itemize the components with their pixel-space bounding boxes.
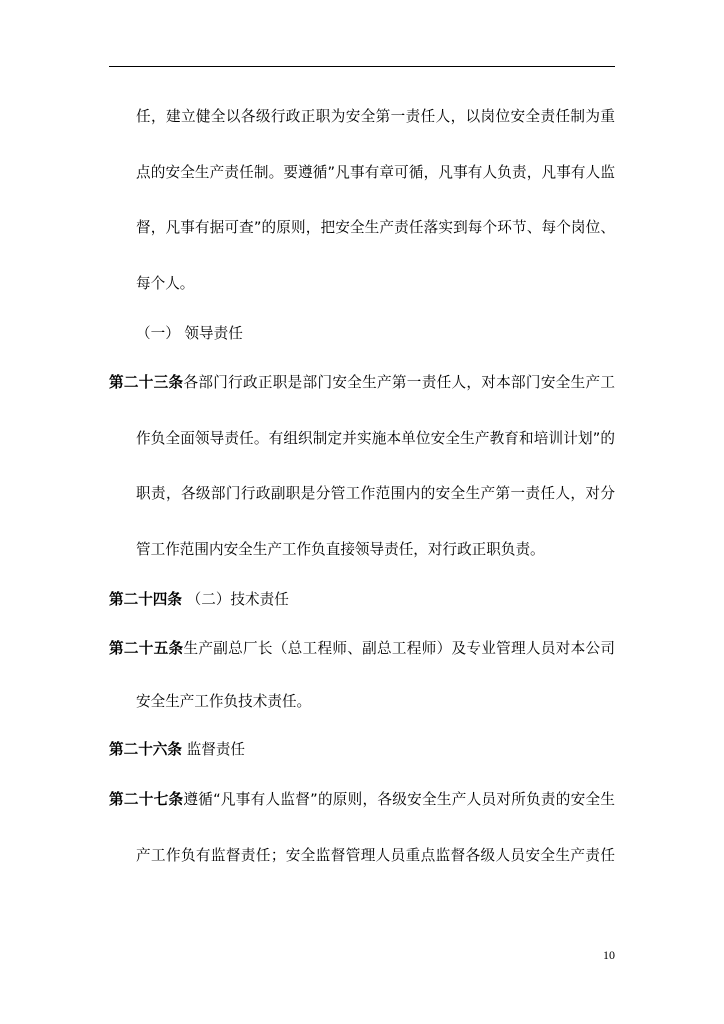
paragraph-line: 作负全面领导责任。有组织制定并实施本单位安全生产教育和培训计划”的 — [136, 430, 615, 447]
article-27-line — [109, 789, 615, 811]
paragraph-line: 任，建立健全以各级行政正职为安全第一责任人，以岗位安全责任制为重 — [136, 108, 615, 125]
paragraph-line: 督，凡事有据可查”的原则，把安全生产责任落实到每个环节、每个岗位、 — [136, 219, 615, 236]
article-23-number: 第二十三条 — [109, 374, 184, 391]
article-27-text: 遵循“凡事有人监督”的原则，各级安全生产人员对所负责的安全生 — [183, 791, 615, 808]
paragraph-line: 管工作范围内安全生产工作负直接领导责任，对行政正职负责。 — [136, 541, 545, 558]
article-26-number: 第二十六条 — [109, 741, 182, 758]
article-24-number: 第二十四条 — [109, 591, 182, 608]
paragraph-line: 职责，各级部门行政副职是分管工作范围内的安全生产第一责任人，对分 — [136, 485, 615, 502]
article-25-line — [109, 638, 615, 660]
header-rule — [109, 66, 615, 67]
article-24-line — [109, 589, 289, 611]
paragraph-line: 每个人。 — [136, 275, 195, 292]
article-26-text: 监督责任 — [186, 741, 246, 758]
page-number: 10 — [603, 948, 615, 962]
article-25-number: 第二十五条 — [109, 640, 184, 657]
article-23-text: 各部门行政正职是部门安全生产第一责任人，对本部门安全生产工 — [183, 374, 615, 391]
article-26-line — [109, 739, 245, 761]
paragraph-line: 产工作负有监督责任；安全监督管理人员重点监督各级人员安全生产责任 — [136, 847, 615, 864]
article-27-number: 第二十七条 — [109, 791, 184, 808]
paragraph-line: 安全生产工作负技术责任。 — [136, 693, 312, 710]
article-24-text: （二）技术责任 — [186, 591, 289, 608]
article-25-text: 生产副总厂长（总工程师、副总工程师）及专业管理人员对本公司 — [183, 640, 615, 657]
paragraph-line: 点的安全生产责任制。要遵循”凡事有章可循，凡事有人负责，凡事有人监 — [136, 164, 615, 181]
article-23-line — [109, 372, 615, 394]
section-heading-leadership: （一） 领导责任 — [136, 325, 243, 342]
